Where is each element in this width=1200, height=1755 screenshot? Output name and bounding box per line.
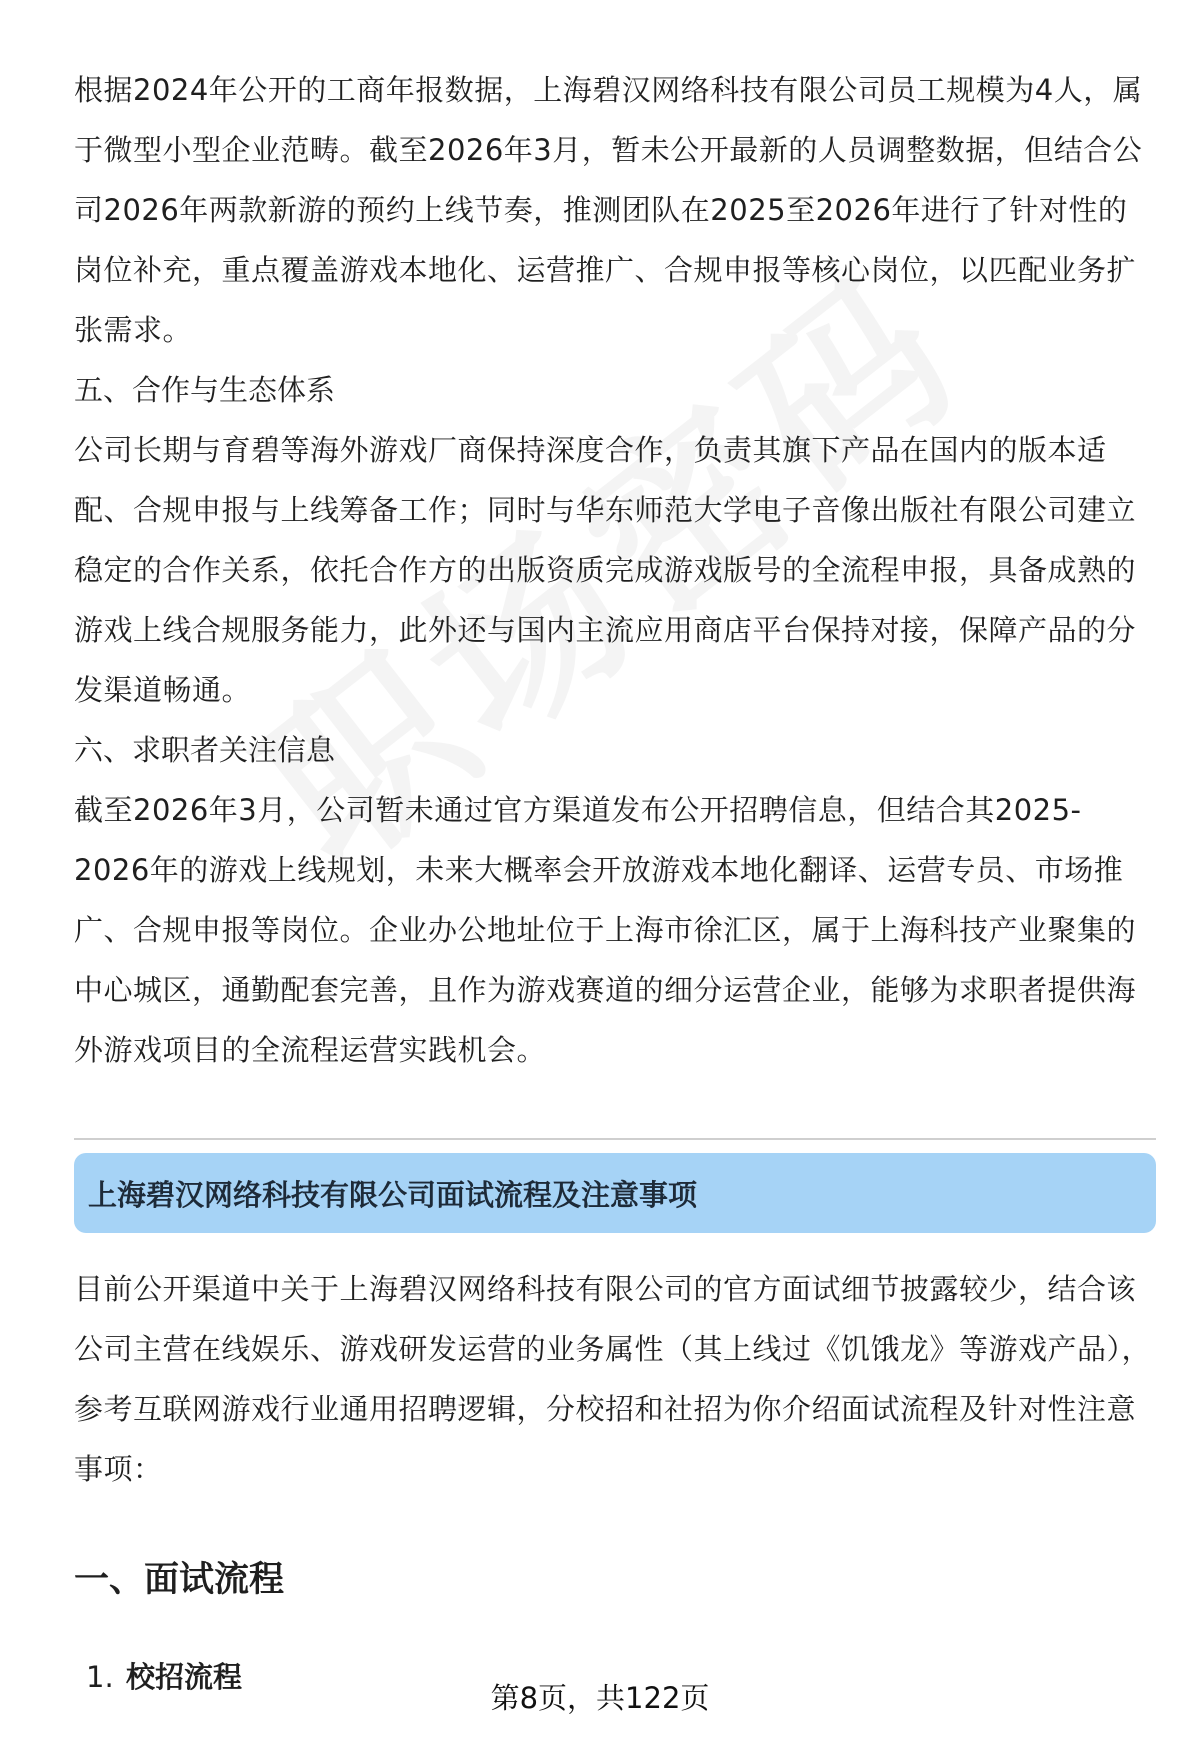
section-6-heading: 六、求职者关注信息 (74, 733, 336, 767)
page-footer: 第8页，共122页 (490, 1681, 710, 1715)
interview-process-heading: 一、面试流程 (74, 1560, 285, 1600)
divider (74, 1138, 1156, 1140)
paragraph-staff-size: 根据2024年公开的工商年报数据，上海碧汉网络科技有限公司员工规模为4人，属于微型小型企业范畴。截至2026年3月，暂未公开最新的人员调整数据，但结合公司2026年两款新游的预约上线节奏，推测团队在2025至2026年进行了针对性的岗位补充，重点覆盖游戏本地化、运营推广、合规申报等核心岗位，以匹配业务扩张需求。 (74, 73, 1143, 347)
document-body (74, 60, 1156, 1697)
list-item-label: 校招流程 (126, 1660, 243, 1694)
banner-title: 上海碧汉网络科技有限公司面试流程及注意事项 (88, 1177, 698, 1212)
intro-paragraph: 目前公开渠道中关于上海碧汉网络科技有限公司的官方面试细节披露较少，结合该公司主营在线娱乐、游戏研发运营的业务属性（其上线过《饥饿龙》等游戏产品），参考互联网游戏行业通用招聘逻辑，分校招和社招为你介绍面试流程及针对性注意事项： (74, 1272, 1152, 1486)
list-item-number: 1. (86, 1660, 114, 1694)
section-banner (74, 1153, 1156, 1233)
section-5-heading: 五、合作与生态体系 (74, 373, 336, 407)
section-5-body: 公司长期与育碧等海外游戏厂商保持深度合作，负责其旗下产品在国内的版本适配、合规申报与上线筹备工作；同时与华东师范大学电子音像出版社有限公司建立稳定的合作关系，依托合作方的出版资质完成游戏版号的全流程申报，具备成熟的游戏上线合规服务能力，此外还与国内主流应用商店平台保持对接，保障产品的分发渠道畅通。 (74, 433, 1137, 707)
section-6-body: 截至2026年3月，公司暂未通过官方渠道发布公开招聘信息，但结合其2025-2026年的游戏上线规划，未来大概率会开放游戏本地化翻译、运营专员、市场推广、合规申报等岗位。企业办公地址位于上海市徐汇区，属于上海科技产业聚集的中心城区，通勤配套完善，且作为游戏赛道的细分运营企业，能够为求职者提供海外游戏项目的全流程运营实践机会。 (74, 793, 1137, 1067)
